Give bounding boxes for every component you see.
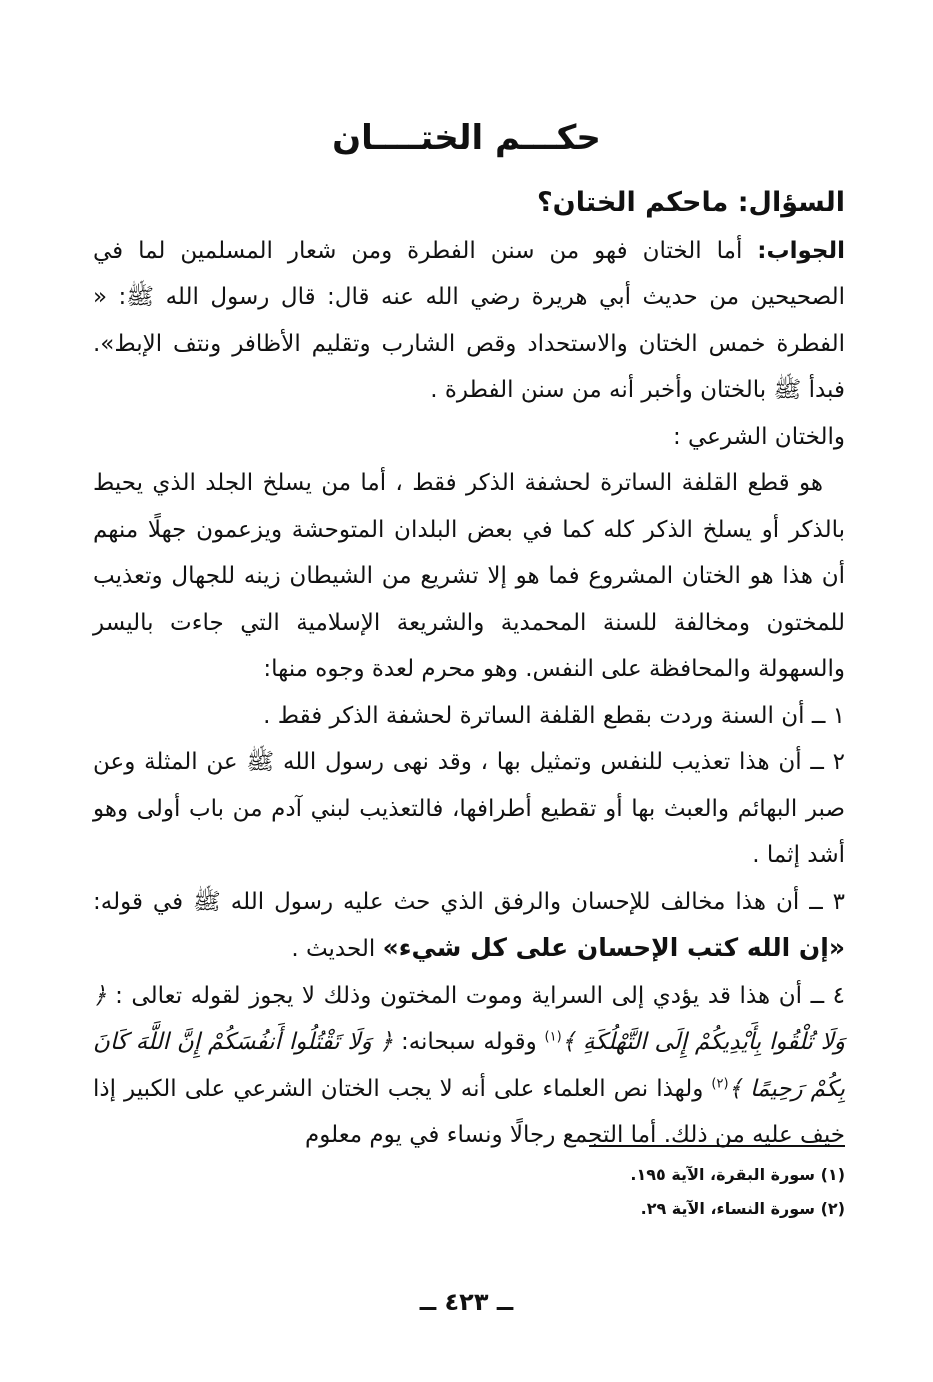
point-1: ١ ــ أن السنة وردت بقطع القلفة الساترة لحشفة الذكر فقط . xyxy=(263,702,845,729)
page-title: حكـــم الختــــان xyxy=(332,118,601,158)
footnote-ref-2: (٢) xyxy=(711,1075,729,1091)
footnote-ref-1: (١) xyxy=(544,1029,562,1045)
point-3 xyxy=(93,879,845,973)
point-4 xyxy=(93,973,845,1159)
point-4-mid: وقوله سبحانه: xyxy=(400,1029,537,1055)
definition-paragraph: هو قطع القلفة الساترة لحشفة الذكر فقط ، أما من يسلخ الجلد الذي يحيط بالذكر أو يسلخ الذكر كله كما في بعض البلدان المتوحشة ويزعمون جهلًا منهم أن هذا هو الختان المشروع فما هو إلا تشريع من الشيطان زينه للجهال وتعذيب للمختون ومخالفة للسنة المحمدية والشريعة الإسلامية التي جاءت باليسر والسهولة والمحافظة على النفس. وهو محرم لعدة وجوه منها: xyxy=(93,470,845,682)
point-3-end: الحديث . xyxy=(291,936,376,962)
footnote-divider xyxy=(589,1145,845,1147)
question xyxy=(93,180,845,228)
verse-1: ﴿ وَلَا تُلْقُوا بِأَيْدِيكُمْ إِلَى التَّهْلُكَةِ ﴾ xyxy=(93,982,846,1055)
main-text xyxy=(93,180,845,1159)
section-heading: والختان الشرعي : xyxy=(672,423,845,450)
question-text: السؤال: ماحكم الختان؟ xyxy=(537,187,845,218)
answer-text: أما الختان فهو من سنن الفطرة ومن شعار المسلمين لما في الصحيحين من حديث أبي هريرة رضي الله عنه قال: قال رسول الله ﷺ: « الفطرة خمس الختان والاستحداد وقص الشارب وتقليم الأظافر ونتف الإبط». فبدأ ﷺ بالختان وأخبر أنه من سنن الفطرة . xyxy=(93,237,845,403)
answer-label: الجواب: xyxy=(757,237,846,264)
point-2: ٢ ــ أن هذا تعذيب للنفس وتمثيل بها ، وقد نهى رسول الله ﷺ عن المثلة وعن صبر البهائم والعبث بها أو تقطيع أطرافها، فالتعذيب لبني آدم من باب أولى وهو أشد إثما . xyxy=(93,749,845,868)
point-4-intro: ٤ ــ أن هذا قد يؤدي إلى السراية وموت المختون وذلك لا يجوز لقوله تعالى : xyxy=(115,982,846,1009)
point-3-text: ٣ ــ أن هذا مخالف للإحسان والرفق الذي حث عليه رسول الله ﷺ في قوله: xyxy=(93,888,845,915)
answer-paragraph xyxy=(93,228,845,414)
hadith-quote: «إن الله كتب الإحسان على كل شيء» xyxy=(382,933,845,962)
verse-2: ﴿ وَلَا تَقْتُلُوا أَنفُسَكُمْ إِنَّ اللَّهَ كَانَ بِكُمْ رَحِيمًا ﴾ xyxy=(93,1029,845,1102)
footnote-2: (٢) سورة النساء، الآية ٢٩. xyxy=(640,1199,845,1218)
footnote-1: (١) سورة البقرة، الآية ١٩٥. xyxy=(630,1165,845,1184)
page-number: ــ ٤٢٣ ــ xyxy=(419,1288,514,1316)
footnotes xyxy=(93,1158,845,1226)
point-4-end: ولهذا نص العلماء على أنه لا يجب الختان الشرعي على الكبير إذا خيف عليه من ذلك. أما التجمع رجالًا ونساء في يوم معلوم xyxy=(93,1075,845,1148)
